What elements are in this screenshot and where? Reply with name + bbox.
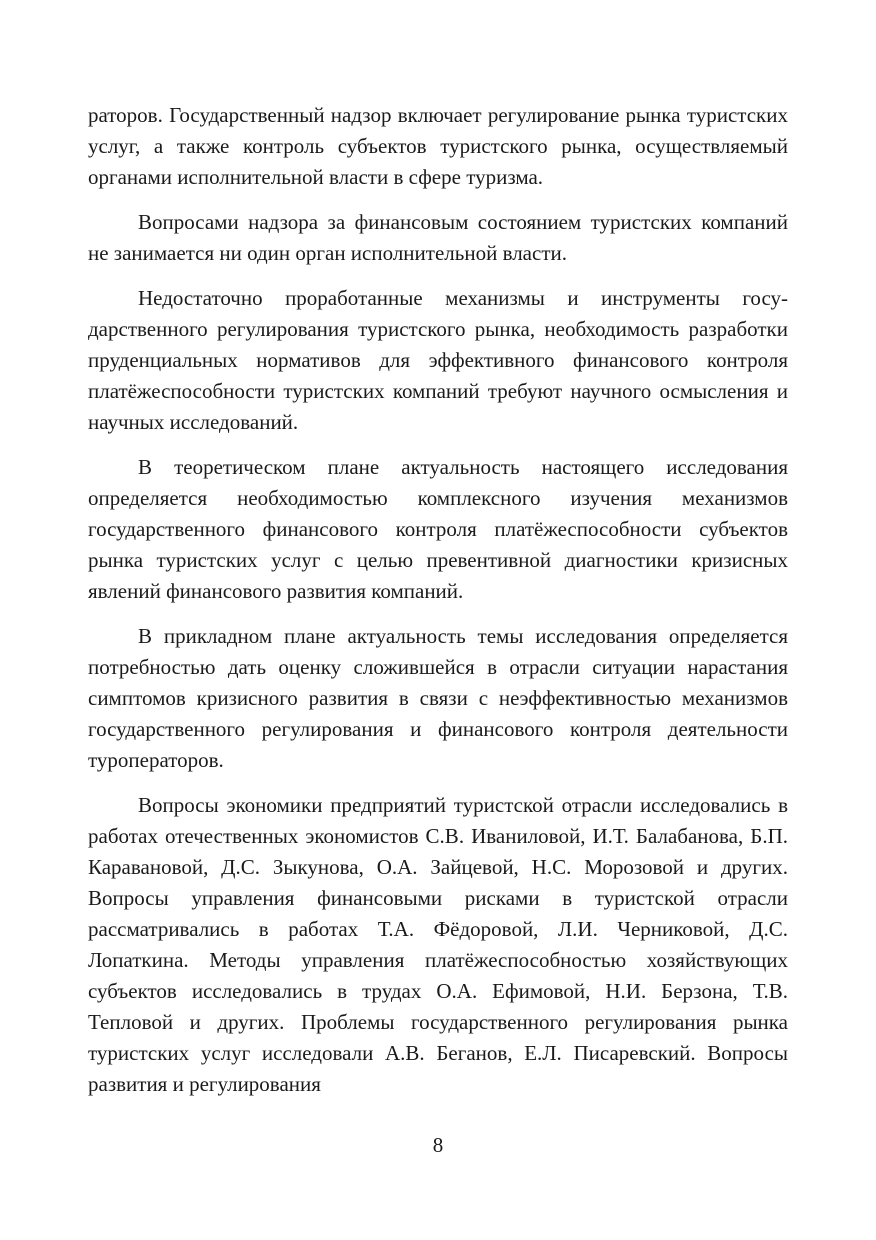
- paragraph-mechanisms: Недостаточно проработанные механизмы и инструменты государственного регулирования туристского рынка, необходимость разработки пруденциальных нормативов для эффективного финансового контроля платёжеспособности туристских компаний требуют научного осмысления и научных исследований.: [88, 286, 788, 434]
- paragraph-supervision: Вопросами надзора за финансовым состоянием туристских компаний не занимается ни один орган исполнительной власти.: [88, 210, 788, 265]
- page-body: [88, 100, 788, 1114]
- paragraph-literature-review: Вопросы экономики предприятий туристской отрасли исследовались в работах отечественных экономистов С.В. Иваниловой, И.Т. Балабанова, Б.П. Каравановой, Д.С. Зыкунова, О.А. Зайцевой, Н.С. Морозовой и других. Вопросы управления финансовыми рисками в туристской отрасли рассматривались в работах Т.А. Фёдоровой, Л.И. Черниковой, Д.С. Лопаткина. Методы управления платёжеспособностью хозяйствующих субъектов исследовались в трудах О.А. Ефимовой, Н.И. Берзона, Т.В. Тепловой и других. Проблемы государственного регулирования рынка туристских услуг исследовали А.В. Беганов, Е.Л. Писаревский. Вопросы развития и регулирования: [88, 793, 788, 1096]
- paragraph-theoretical-relevance: В теоретическом плане актуальность настоящего исследования определяется необходимостью комплексного изучения механизмов государственного финансового контроля платёжеспособности субъектов рынка туристских услуг с целью превентивной диагностики кризисных явлений финансового развития компаний.: [88, 455, 788, 603]
- paragraph-continuation: раторов. Государственный надзор включает регулирование рынка туристских услуг, а также контроль субъектов туристского рынка, осуществляемый органами исполнительной власти в сфере туризма.: [88, 103, 788, 189]
- page-number: 8: [432, 1133, 444, 1157]
- paragraph-applied-relevance: В прикладном плане актуальность темы исследования определяется потребностью дать оценку сложившейся в отрасли ситуации нарастания симптомов кризисного развития в связи с неэффективностью механизмов государственного регулирования и финансового контроля деятельности туроператоров.: [88, 624, 788, 772]
